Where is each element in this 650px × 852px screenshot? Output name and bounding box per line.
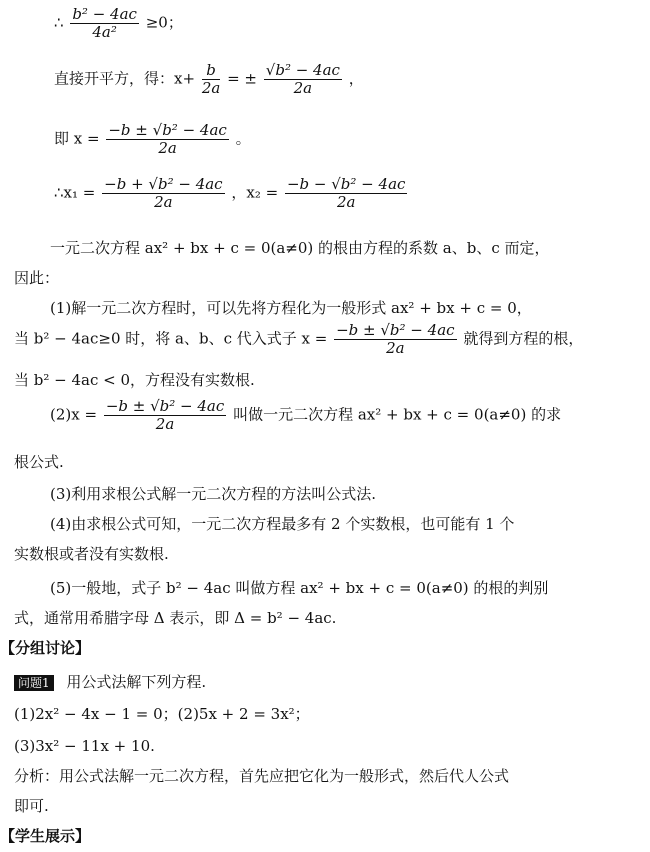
question-1-item-3: (3)3x² − 11x + 10.	[14, 737, 155, 755]
fraction: $\frac{\text{−b ± √b² − 4ac}}{2a}$	[108, 121, 227, 157]
question-tag: 问题1	[14, 675, 54, 691]
fraction: $\frac{\text{−b + √b² − 4ac}}{2a}$	[104, 175, 223, 211]
fraction: $\frac{\text{−b ± √b² − 4ac}}{2a}$	[336, 321, 455, 357]
section-heading: 【学生展示】	[0, 827, 91, 845]
fraction: $\frac{\text{√b² − 4ac}}{2a}$	[265, 61, 340, 97]
item-2-cont: 根公式.	[14, 453, 64, 471]
item-5-cont: 式，通常用希腊字母 Δ 表示，即 Δ = b² − 4ac.	[14, 609, 337, 627]
fraction: $\frac{\text{b² − 4ac}}{\text{4a²}}$	[72, 5, 137, 41]
line-roots: ∴x₁ = $\frac{\text{−b + √b² − 4ac}}{2a}$ ，x₂ = $\frac{\text{−b − √b² − 4ac}}{2a}$	[54, 175, 406, 211]
analysis: 分析：用公式法解一元二次方程，首先应把它化为一般形式，然后代人公式	[14, 767, 510, 785]
item-3: (3)利用求根公式解一元二次方程的方法叫公式法.	[50, 485, 377, 503]
item-2: (2)x = $\frac{\text{−b ± √b² − 4ac}}{2a}$ 叫做一元二次方程 ax² + bx + c = 0(a≠0) 的求	[50, 397, 562, 433]
question-1: 问题1 用公式法解下列方程.	[14, 672, 206, 692]
paragraph: 因此：	[14, 269, 60, 287]
item-1: (1)解一元二次方程时，可以先将方程化为一般形式 ax² + bx + c = 0，	[50, 299, 532, 317]
therefore-symbol: ∴	[54, 13, 64, 32]
fraction: $\frac{b}{2a}$	[201, 61, 221, 97]
fraction: $\frac{\text{−b ± √b² − 4ac}}{2a}$	[105, 397, 225, 433]
item-1-negative: 当 b² − 4ac < 0，方程没有实数根.	[14, 371, 255, 389]
analysis-cont: 即可.	[14, 797, 49, 815]
item-4: (4)由求根公式可知，一元二次方程最多有 2 个实数根，也可能有 1 个	[50, 515, 515, 533]
item-5: (5)一般地，式子 b² − 4ac 叫做方程 ax² + bx + c = 0(a≠0) 的根的判别	[50, 579, 549, 597]
line-square-root: 直接开平方，得：x+ $\frac{b}{2a}$ = ± $\frac{\text{√b² − 4ac}}{2a}$ ，	[54, 61, 364, 97]
fraction: $\frac{\text{−b − √b² − 4ac}}{2a}$	[286, 175, 406, 211]
section-heading: 【分组讨论】	[0, 639, 91, 657]
item-1-formula: 当 b² − 4ac≥0 时，将 a、b、c 代入式子 x = $\frac{\text{−b ± √b² − 4ac}}{2a}$ 就得到方程的根，	[14, 321, 584, 357]
line-discriminant-nonneg: ∴ $\frac{\text{b² − 4ac}}{\text{4a²}}$ ≥0；	[54, 5, 183, 41]
question-1-items: (1)2x² − 4x − 1 = 0；(2)5x + 2 = 3x²；	[14, 705, 310, 723]
line-formula: 即 x = $\frac{\text{−b ± √b² − 4ac}}{2a}$ 。	[54, 121, 251, 157]
paragraph: 一元二次方程 ax² + bx + c = 0(a≠0) 的根由方程的系数 a、b、c 而定，	[50, 239, 550, 257]
item-4-cont: 实数根或者没有实数根.	[14, 545, 169, 563]
